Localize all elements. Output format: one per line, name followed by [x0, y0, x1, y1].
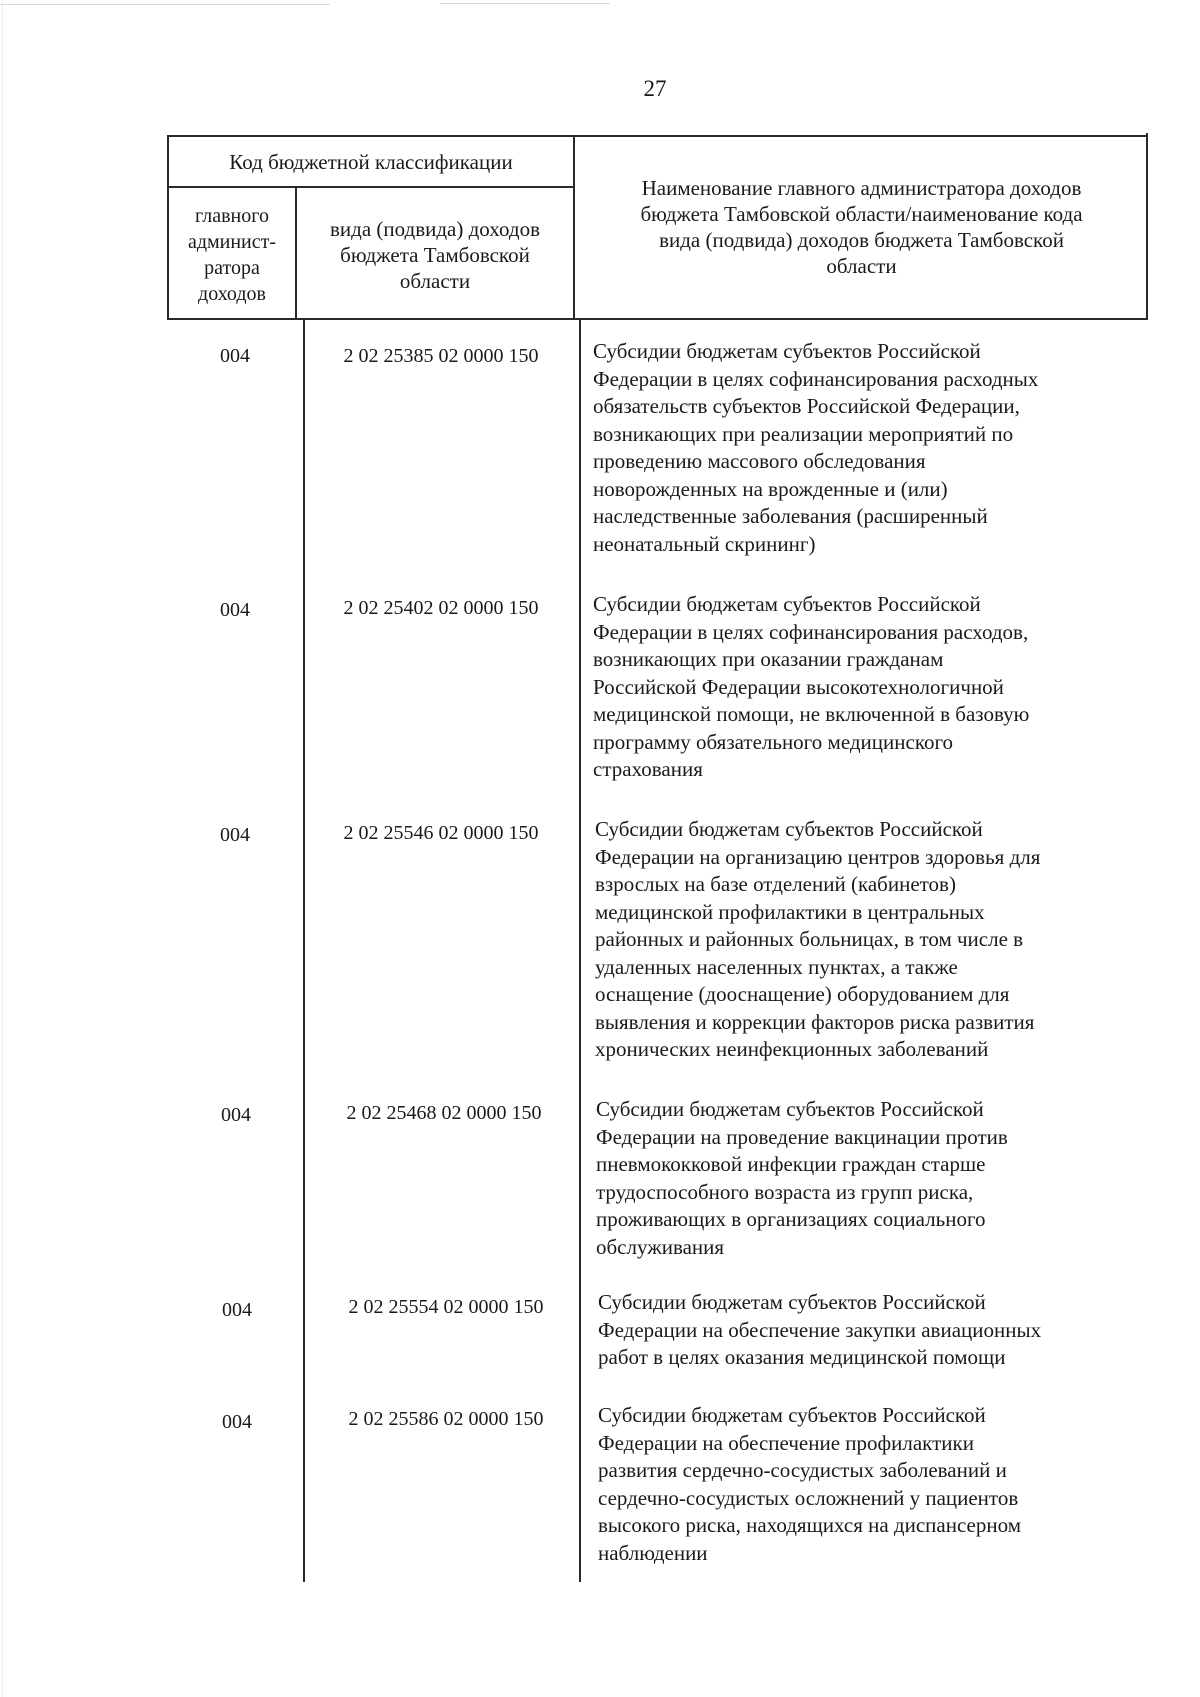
scan-artifact-top — [0, 4, 330, 5]
header-right-border — [1146, 133, 1148, 320]
row-name: Субсидии бюджетам субъектов Российской Федерации в целях софинансирования расходных обязательств субъектов Российской Федерации, возникающих при реализации мероприятий по проведению массового обследования новорожденных на врожденные и (или) наследственные заболевания (расширенный неонатальный скрининг) — [593, 339, 1039, 556]
row-name: Субсидии бюджетам субъектов Российской Федерации в целях софинансирования расходов, возникающих при оказании гражданам Российской Федерации высокотехнологичной медицинской помощи, не включенной в базовую программу обязательного медицинского страхования — [593, 592, 1030, 781]
header-divider-code-name — [573, 135, 575, 320]
row-admin-code: 004 — [220, 599, 250, 621]
header-divider-group — [167, 186, 575, 188]
row-budget-code: 2 02 25468 02 0000 150 — [346, 1102, 542, 1124]
row-budget-code: 2 02 25546 02 0000 150 — [343, 822, 539, 844]
row-budget-code: 2 02 25385 02 0000 150 — [343, 345, 539, 367]
row-admin-code: 004 — [220, 345, 250, 367]
header-col-name: Наименование главного администратора доходов бюджета Тамбовской области/наименование кода вида (подвида) доходов бюджета Тамбовской области — [640, 176, 1083, 278]
body-divider-code-name — [579, 320, 581, 1582]
row-budget-code: 2 02 25402 02 0000 150 — [343, 597, 539, 619]
row-name: Субсидии бюджетам субъектов Российской Федерации на организацию центров здоровья для взрослых на базе отделений (кабинетов) медицинской профилактики в центральных районных и районных больницах, в том числе в удаленных населенных пунктах, а также оснащение (дооснащение) оборудованием для выявления и коррекции факторов риска развития хронических неинфекционных заболеваний — [595, 817, 1041, 1061]
page-number: 27 — [643, 76, 667, 101]
row-name: Субсидии бюджетам субъектов Российской Федерации на обеспечение закупки авиационных работ в целях оказания медицинской помощи — [598, 1290, 1042, 1369]
scan-artifact-left — [2, 0, 3, 1697]
row-admin-code: 004 — [220, 824, 250, 846]
row-name: Субсидии бюджетам субъектов Российской Федерации на проведение вакцинации против пневмококковой инфекции граждан старше трудоспособного возраста из групп риска, проживающих в организациях социального обслуживания — [596, 1097, 1008, 1259]
body-divider-admin-code — [303, 320, 305, 1582]
header-col-admin: главного админист- ратора доходов — [187, 205, 277, 305]
header-top-border — [167, 135, 1148, 137]
scan-artifact-top-right — [440, 3, 610, 4]
row-name: Субсидии бюджетам субъектов Российской Федерации на обеспечение профилактики развития сердечно-сосудистых заболеваний и сердечно-сосудистых осложнений у пациентов высокого риска, находящихся на диспансерном наблюдении — [598, 1403, 1021, 1565]
row-admin-code: 004 — [221, 1104, 251, 1126]
row-budget-code: 2 02 25554 02 0000 150 — [348, 1296, 544, 1318]
row-admin-code: 004 — [222, 1411, 252, 1433]
header-bottom-border — [167, 318, 1148, 320]
header-col-code: вида (подвида) доходов бюджета Тамбовской области — [330, 217, 540, 293]
row-budget-code: 2 02 25586 02 0000 150 — [348, 1408, 544, 1430]
header-group-title: Код бюджетной классификации — [229, 150, 513, 174]
row-admin-code: 004 — [222, 1299, 252, 1321]
